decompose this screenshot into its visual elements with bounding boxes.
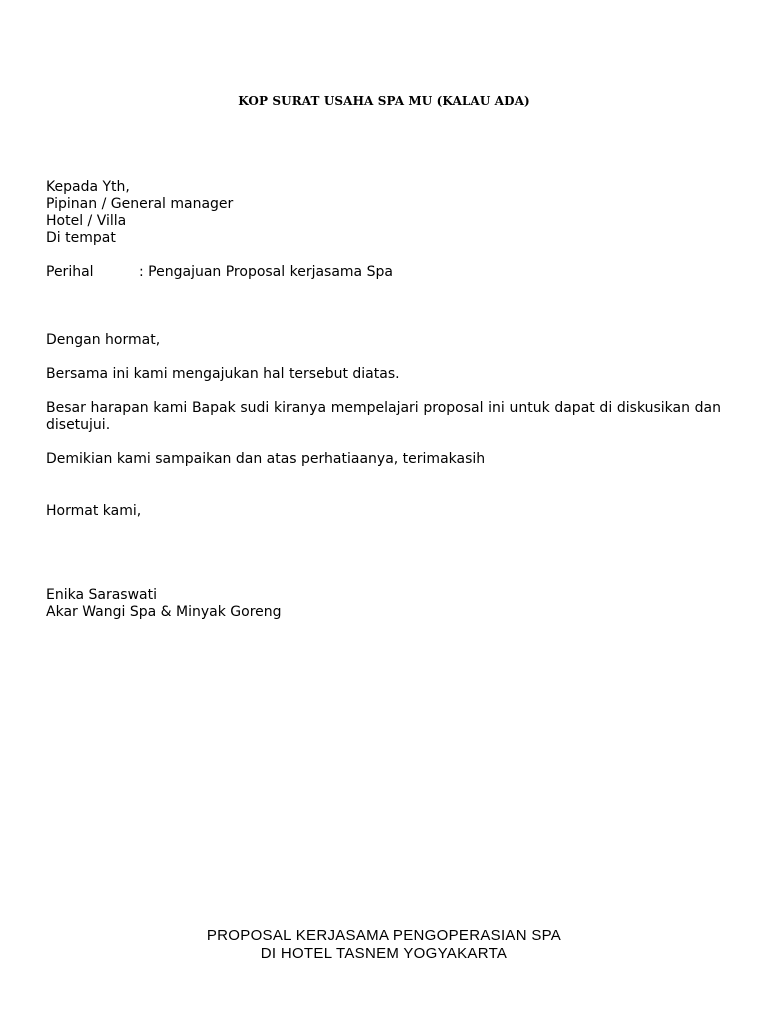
subject-label: Perihal <box>46 264 94 280</box>
recipient-salutation: Kepada Yth, <box>46 179 130 195</box>
subject-value: : Pengajuan Proposal kerjasama Spa <box>139 264 393 280</box>
signer-company: Akar Wangi Spa & Minyak Goreng <box>46 604 282 620</box>
proposal-title-line-2: DI HOTEL TASNEM YOGYAKARTA <box>260 945 508 962</box>
closing: Hormat kami, <box>46 503 142 519</box>
subject-line <box>46 264 721 281</box>
recipient-position: Pipinan / General manager <box>46 196 234 212</box>
recipient-organization: Hotel / Villa <box>46 213 127 229</box>
proposal-title <box>0 927 768 963</box>
signer-block <box>46 587 721 621</box>
letterhead-title: KOP SURAT USAHA SPA MU (KALAU ADA) <box>238 94 530 108</box>
proposal-title-line-1: PROPOSAL KERJASAMA PENGOPERASIAN SPA <box>206 927 562 944</box>
signer-name: Enika Saraswati <box>46 587 158 603</box>
recipient-block <box>46 179 721 247</box>
body-paragraph-1: Bersama ini kami mengajukan hal tersebut diatas. <box>46 366 400 382</box>
body-paragraph-3: Demikian kami sampaikan dan atas perhatiaanya, terimakasih <box>46 451 486 467</box>
greeting: Dengan hormat, <box>46 332 161 348</box>
body-paragraph-2: Besar harapan kami Bapak sudi kiranya mempelajari proposal ini untuk dapat di diskusikan dan disetujui. <box>46 400 721 433</box>
recipient-location: Di tempat <box>46 230 116 246</box>
